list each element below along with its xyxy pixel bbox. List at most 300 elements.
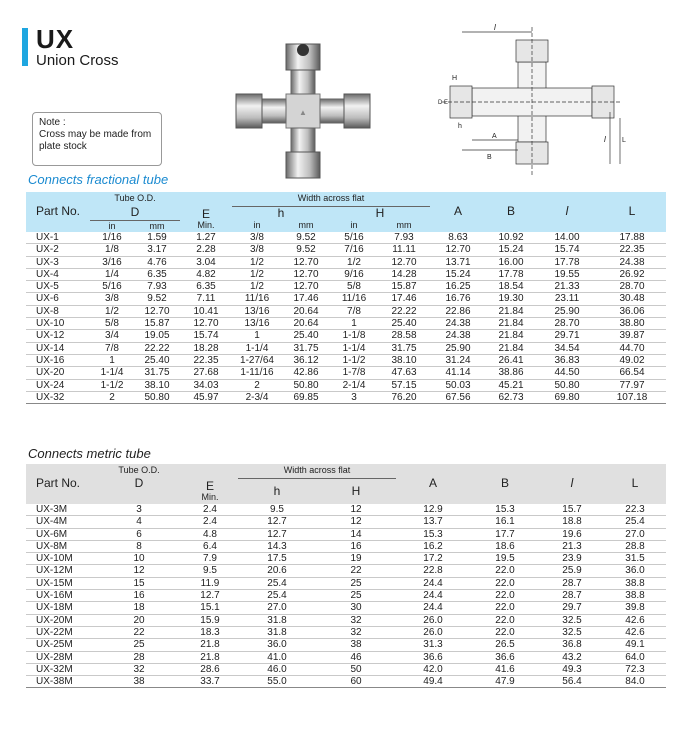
table-cell: 1/2 — [250, 256, 264, 268]
table-cell: 69.85 — [293, 391, 319, 403]
table-cell: 1.59 — [147, 232, 167, 243]
table-cell: 12.70 — [193, 318, 219, 330]
table-cell: 36.0 — [625, 565, 645, 577]
table-cell: 18.8 — [562, 516, 582, 528]
table-cell: 38 — [350, 639, 362, 651]
table-cell: 15.24 — [498, 244, 524, 256]
part-number-cell: UX-6M — [36, 528, 68, 540]
table-cell: 22.0 — [495, 614, 515, 626]
table-cell: 22.0 — [495, 626, 515, 638]
col-H-in: in — [350, 220, 358, 231]
table-cell: 25.40 — [144, 354, 170, 366]
table-row — [26, 577, 666, 589]
col-b: B — [506, 204, 515, 219]
table-row — [26, 602, 666, 614]
table-cell: 43.2 — [562, 651, 582, 663]
table-cell: 49.1 — [625, 639, 645, 651]
table-cell: 20.64 — [293, 305, 319, 317]
part-number-cell: UX-8M — [36, 540, 68, 552]
table-cell: 21.3 — [562, 540, 582, 552]
table-cell: 42.86 — [293, 367, 319, 379]
table-row — [26, 553, 666, 565]
part-number-cell: UX-3M — [36, 504, 68, 515]
table-cell: 27.0 — [267, 602, 287, 614]
table-cell: 31.75 — [391, 342, 417, 354]
part-number-cell: UX-22M — [36, 626, 73, 638]
table-cell: 16.1 — [495, 516, 515, 528]
col-part-no: Part No. — [36, 204, 81, 219]
table-cell: 8 — [136, 540, 142, 552]
table-row — [26, 614, 666, 626]
table-cell: 32 — [350, 614, 362, 626]
table-cell: 18.54 — [498, 281, 524, 293]
part-number-cell: UX-14 — [36, 342, 65, 354]
table-cell: 11/16 — [244, 293, 270, 305]
table-cell: 6 — [136, 528, 142, 540]
table-cell: 2.4 — [203, 504, 217, 515]
table-cell: 50.80 — [293, 379, 319, 391]
table-cell: 5/16 — [102, 281, 122, 293]
table-cell: 45.21 — [498, 379, 524, 391]
table-cell: 19.5 — [495, 553, 515, 565]
table-cell: 22.8 — [423, 565, 443, 577]
table-row — [26, 354, 666, 366]
table-cell: 24.38 — [445, 330, 471, 342]
table-row — [26, 281, 666, 293]
table-cell: 12.7 — [267, 528, 287, 540]
table-cell: 77.97 — [619, 379, 645, 391]
table-cell: 12.70 — [391, 256, 417, 268]
table-cell: 34.54 — [554, 342, 580, 354]
table-cell: 1-1/8 — [342, 330, 366, 342]
table-row — [26, 232, 666, 244]
part-number-cell: UX-3 — [36, 256, 59, 268]
table-cell: 15.87 — [391, 281, 417, 293]
table-cell: 26.5 — [495, 639, 515, 651]
table-cell: 36.12 — [293, 354, 319, 366]
table-cell: 38.80 — [619, 318, 645, 330]
table-cell: 57.15 — [391, 379, 417, 391]
table-cell: 16 — [133, 590, 145, 602]
table-cell: 9/16 — [344, 268, 364, 280]
table-cell: 4.82 — [196, 268, 216, 280]
table-cell: 9.52 — [296, 244, 316, 256]
table-cell: 4 — [136, 516, 142, 528]
table-cell: 45.97 — [193, 391, 219, 403]
table-cell: 18 — [133, 602, 145, 614]
table-cell: 39.87 — [619, 330, 645, 342]
table-cell: 9.5 — [203, 565, 217, 577]
table-cell: 41.14 — [445, 367, 471, 379]
table-cell: 2.4 — [203, 516, 217, 528]
svg-text:▲: ▲ — [299, 108, 307, 117]
table-cell: 22.35 — [193, 354, 219, 366]
table-cell: 10.92 — [498, 232, 524, 243]
table-cell: 1-1/2 — [100, 379, 124, 391]
label-h: h — [458, 123, 462, 130]
table-cell: 38.8 — [625, 577, 645, 589]
note-text-1: Cross may be made from — [39, 129, 152, 140]
table-cell: 26.0 — [423, 626, 443, 638]
table-cell: 31.75 — [293, 342, 319, 354]
table-cell: 24.38 — [445, 318, 471, 330]
col-e: E — [201, 206, 210, 221]
table-cell: 2.28 — [196, 244, 216, 256]
table-cell: 1-1/4 — [342, 342, 366, 354]
col-d-mm: mm — [149, 220, 165, 231]
label-L-right: L — [622, 137, 626, 144]
title-accent-bar — [22, 28, 28, 66]
table-cell: 1/4 — [105, 268, 119, 280]
table-cell: 15 — [133, 577, 145, 589]
part-number-cell: UX-6 — [36, 293, 59, 305]
part-number-cell: UX-28M — [36, 651, 73, 663]
note-heading: Note : — [39, 117, 66, 128]
table-cell: 47.63 — [391, 367, 417, 379]
col-e-min: Min. — [197, 220, 215, 231]
col-tube-od: Tube O.D. — [118, 465, 160, 476]
table-cell: 16.76 — [445, 293, 471, 305]
table-cell: 18.3 — [200, 626, 220, 638]
table-cell: 15.74 — [193, 330, 219, 342]
table-cell: 3/8 — [105, 293, 119, 305]
part-number-cell: UX-32 — [36, 391, 65, 403]
table-cell: 16.25 — [445, 281, 471, 293]
table-row — [26, 305, 666, 317]
col-a: A — [453, 204, 462, 219]
table-cell: 64.0 — [625, 651, 645, 663]
table-cell: 1/2 — [250, 268, 264, 280]
table-cell: 6.4 — [203, 540, 217, 552]
table-cell: 3/8 — [250, 232, 264, 243]
table-cell: 6.35 — [147, 268, 167, 280]
table-cell: 42.6 — [625, 626, 645, 638]
part-number-cell: UX-5 — [36, 281, 59, 293]
table-cell: 21.84 — [498, 318, 524, 330]
table-cell: 36.0 — [267, 639, 287, 651]
table-cell: 14.28 — [391, 268, 417, 280]
table-row — [26, 367, 666, 379]
table-cell: 19.05 — [144, 330, 170, 342]
part-number-cell: UX-25M — [36, 639, 73, 651]
note-text-2: plate stock — [39, 141, 87, 152]
table-cell: 17.46 — [391, 293, 417, 305]
table-cell: 24.4 — [423, 577, 443, 589]
table-cell: 28.8 — [625, 540, 645, 552]
table-cell: 22.22 — [391, 305, 417, 317]
table-cell: 18.28 — [193, 342, 219, 354]
table-cell: 7/8 — [105, 342, 119, 354]
product-code: UX — [36, 24, 75, 54]
table-row — [26, 540, 666, 552]
table-cell: 25.90 — [445, 342, 471, 354]
col-h-small: h — [273, 483, 281, 498]
table-cell: 60 — [350, 676, 362, 688]
table-cell: 49.4 — [423, 676, 443, 688]
table-cell: 29.71 — [554, 330, 580, 342]
table-cell: 41.0 — [267, 651, 287, 663]
table-cell: 2 — [109, 391, 115, 403]
table-row — [26, 565, 666, 577]
table-cell: 19.30 — [498, 293, 524, 305]
table-cell: 7.9 — [203, 553, 217, 565]
table-cell: 67.56 — [445, 391, 471, 403]
table-cell: 12.70 — [293, 256, 319, 268]
col-b: B — [500, 476, 509, 491]
table-cell: 1.27 — [196, 232, 216, 243]
table-cell: 11.9 — [200, 577, 220, 589]
table-cell: 17.7 — [495, 528, 515, 540]
table-cell: 47.9 — [495, 676, 515, 688]
col-h-big: H — [351, 483, 361, 498]
table-cell: 12.9 — [423, 504, 443, 515]
col-d-in: in — [108, 220, 116, 231]
table-row — [26, 244, 666, 256]
table-cell: 50.80 — [144, 391, 170, 403]
table-cell: 16.00 — [498, 256, 524, 268]
part-number-cell: UX-18M — [36, 602, 73, 614]
table-cell: 17.78 — [554, 256, 580, 268]
table-cell: 3 — [136, 504, 142, 515]
table-row — [26, 268, 666, 280]
table-cell: 38.8 — [625, 590, 645, 602]
col-h-mm: mm — [298, 220, 314, 231]
table-cell: 38 — [133, 676, 145, 688]
label-D: D — [438, 100, 443, 106]
table-cell: 19 — [350, 553, 362, 565]
part-number-cell: UX-10 — [36, 318, 65, 330]
table-cell: 17.78 — [498, 268, 524, 280]
table-cell: 20.64 — [293, 318, 319, 330]
table-row — [26, 256, 666, 268]
table-cell: 31.5 — [625, 553, 645, 565]
table-cell: 1/2 — [105, 305, 119, 317]
part-number-cell: UX-12M — [36, 565, 73, 577]
table-cell: 49.3 — [562, 663, 582, 675]
table-cell: 21.84 — [498, 330, 524, 342]
table-row — [26, 528, 666, 540]
table-cell: 27.68 — [193, 367, 219, 379]
col-l-small: l — [565, 204, 569, 219]
table-cell: 10 — [133, 553, 145, 565]
table-cell: 7/16 — [344, 244, 364, 256]
table-cell: 17.5 — [267, 553, 287, 565]
table-cell: 12.70 — [445, 244, 471, 256]
table-cell: 39.8 — [625, 602, 645, 614]
table-cell: 5/8 — [347, 281, 361, 293]
table-row — [26, 590, 666, 602]
table-row — [26, 639, 666, 651]
table-cell: 1/2 — [347, 256, 361, 268]
table-cell: 84.0 — [625, 676, 645, 688]
table-cell: 36.8 — [562, 639, 582, 651]
table-row — [26, 663, 666, 675]
table-cell: 22.3 — [625, 504, 645, 515]
table-cell: 3/8 — [250, 244, 264, 256]
col-tube-od: Tube O.D. — [114, 193, 156, 204]
table-cell: 21.8 — [200, 651, 220, 663]
table-cell: 28.7 — [562, 590, 582, 602]
table-cell: 19.55 — [554, 268, 580, 280]
table-cell: 1 — [109, 354, 115, 366]
table-cell: 3.04 — [196, 256, 216, 268]
table-row — [26, 391, 666, 403]
table-cell: 36.6 — [423, 651, 443, 663]
metric-table — [26, 464, 666, 688]
table-cell: 55.0 — [267, 676, 287, 688]
col-part-no: Part No. — [36, 476, 81, 491]
part-number-cell: UX-32M — [36, 663, 73, 675]
table-cell: 31.8 — [267, 614, 287, 626]
table-cell: 25.9 — [562, 565, 582, 577]
table-cell: 38.10 — [391, 354, 417, 366]
table-cell: 66.54 — [619, 367, 645, 379]
table-cell: 3/4 — [105, 330, 119, 342]
table-cell: 25.4 — [267, 577, 287, 589]
table-cell: 32.5 — [562, 626, 582, 638]
table-cell: 1/2 — [250, 281, 264, 293]
part-number-cell: UX-8 — [36, 305, 59, 317]
label-E: E — [444, 100, 449, 106]
table-cell: 41.6 — [495, 663, 515, 675]
col-l-big: L — [631, 476, 639, 491]
table-row — [26, 651, 666, 663]
table-cell: 69.80 — [554, 391, 580, 403]
note-box — [32, 112, 162, 166]
table-cell: 31.3 — [423, 639, 443, 651]
table-cell: 22 — [133, 626, 145, 638]
part-number-cell: UX-20M — [36, 614, 73, 626]
col-width-across-flat: Width across flat — [232, 192, 430, 206]
table-cell: 27.0 — [625, 528, 645, 540]
table-cell: 28.6 — [200, 663, 220, 675]
table-cell: 28.58 — [391, 330, 417, 342]
table-cell: 49.02 — [619, 354, 645, 366]
part-number-cell: UX-4M — [36, 516, 68, 528]
table-cell: 13/16 — [244, 305, 270, 317]
table-row — [26, 516, 666, 528]
table-cell: 29.7 — [562, 602, 582, 614]
table-cell: 22.0 — [495, 590, 515, 602]
table-cell: 38.10 — [144, 379, 170, 391]
table-cell: 21.8 — [200, 639, 220, 651]
part-number-cell: UX-24 — [36, 379, 65, 391]
table-cell: 62.73 — [498, 391, 524, 403]
table-cell: 1 — [351, 318, 357, 330]
table-cell: 8.63 — [448, 232, 468, 243]
table-cell: 36.83 — [554, 354, 580, 366]
table-cell: 36.06 — [619, 305, 645, 317]
part-number-cell: UX-4 — [36, 268, 59, 280]
table-cell: 1 — [254, 330, 260, 342]
table-cell: 50 — [350, 663, 362, 675]
table-cell: 2-3/4 — [245, 391, 269, 403]
table-row — [26, 318, 666, 330]
table-cell: 20.6 — [267, 565, 287, 577]
col-h-big: H — [375, 205, 385, 220]
table-cell: 24.38 — [619, 256, 645, 268]
fractional-section-title: Connects fractional tube — [28, 172, 169, 187]
table-cell: 22.22 — [144, 342, 170, 354]
table-cell: 14.00 — [554, 232, 580, 243]
table-cell: 7/8 — [347, 305, 361, 317]
table-cell: 33.7 — [200, 676, 220, 688]
table-cell: 12.7 — [200, 590, 220, 602]
col-width-across-flat: Width across flat — [238, 464, 396, 478]
table-cell: 25.90 — [554, 305, 580, 317]
table-cell: 38.86 — [498, 367, 524, 379]
table-cell: 15.9 — [200, 614, 220, 626]
part-number-cell: UX-15M — [36, 577, 73, 589]
table-cell: 44.70 — [619, 342, 645, 354]
table-cell: 21.84 — [498, 305, 524, 317]
table-cell: 25.4 — [625, 516, 645, 528]
label-H: H — [452, 75, 458, 82]
table-cell: 17.2 — [423, 553, 443, 565]
table-cell: 44.50 — [554, 367, 580, 379]
product-name: Union Cross — [36, 52, 119, 69]
table-cell: 3 — [351, 391, 357, 403]
table-cell: 7.93 — [394, 232, 414, 243]
table-cell: 42.0 — [423, 663, 443, 675]
table-cell: 17.88 — [619, 232, 645, 243]
table-cell: 25 — [350, 577, 362, 589]
table-cell: 23.9 — [562, 553, 582, 565]
table-cell: 1/16 — [102, 232, 122, 243]
part-number-cell: UX-16 — [36, 354, 65, 366]
table-cell: 9.52 — [296, 232, 316, 243]
table-cell: 11/16 — [341, 293, 367, 305]
table-cell: 21.33 — [554, 281, 580, 293]
table-cell: 4.8 — [203, 528, 217, 540]
col-l-small: l — [570, 476, 574, 491]
table-cell: 23.11 — [554, 293, 580, 305]
table-cell: 17.46 — [293, 293, 319, 305]
table-cell: 28.70 — [554, 318, 580, 330]
table-cell: 22.0 — [495, 565, 515, 577]
table-cell: 1-11/16 — [240, 367, 274, 379]
table-cell: 25.40 — [293, 330, 319, 342]
table-row — [26, 293, 666, 305]
part-number-cell: UX-38M — [36, 676, 73, 688]
fractional-table — [26, 192, 666, 404]
table-cell: 1-1/2 — [342, 354, 366, 366]
table-cell: 19.6 — [562, 528, 582, 540]
label-A: A — [492, 133, 497, 140]
table-cell: 14.3 — [267, 540, 287, 552]
table-cell: 4.76 — [147, 256, 167, 268]
col-H-mm: mm — [396, 220, 412, 231]
table-cell: 15.87 — [144, 318, 170, 330]
table-cell: 5/8 — [105, 318, 119, 330]
table-cell: 20 — [133, 614, 145, 626]
table-cell: 1/8 — [105, 244, 119, 256]
table-row — [26, 676, 666, 688]
table-cell: 1-1/4 — [100, 367, 124, 379]
table-cell: 3/16 — [102, 256, 122, 268]
table-cell: 34.03 — [193, 379, 219, 391]
metric-section-title: Connects metric tube — [28, 446, 151, 461]
table-cell: 24.4 — [423, 602, 443, 614]
table-cell: 72.3 — [625, 663, 645, 675]
table-cell: 14 — [350, 528, 362, 540]
table-cell: 25 — [133, 639, 145, 651]
table-cell: 13.71 — [445, 256, 471, 268]
table-cell: 15.7 — [562, 504, 582, 515]
table-cell: 12 — [350, 504, 362, 515]
table-cell: 7.93 — [147, 281, 167, 293]
table-cell: 30 — [350, 602, 362, 614]
